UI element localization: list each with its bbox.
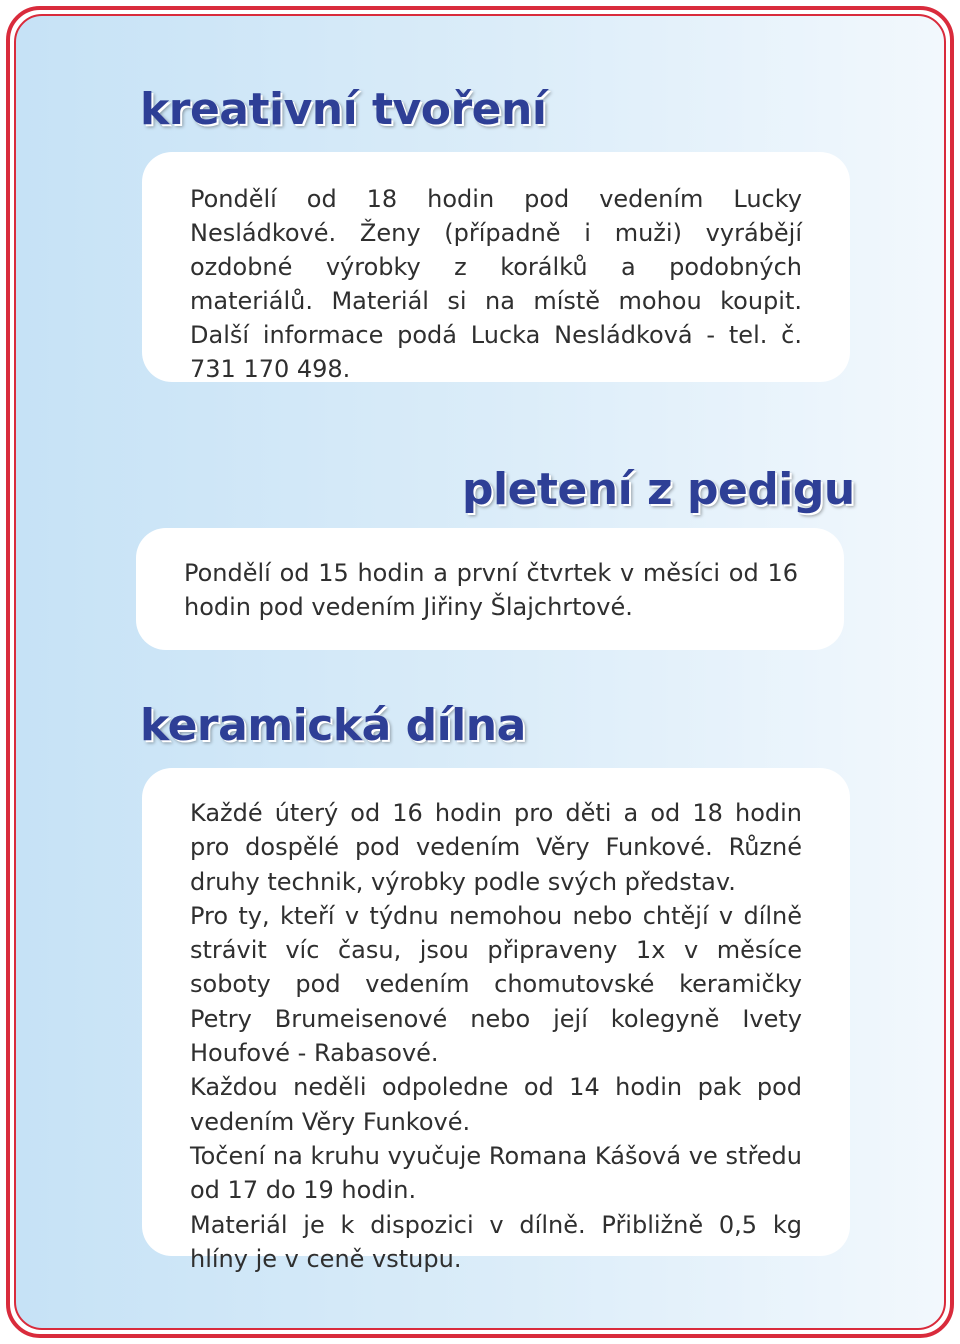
card-paragraph: Materiál je k dispozici v dílně. Přibližně 0,5 kg hlíny je v ceně vstupu. — [190, 1210, 802, 1273]
card-text: Pondělí od 15 hodin a první čtvrtek v měsíci od 16 hodin pod vedením Jiřiny Šlajchrtové. — [184, 559, 798, 621]
card-paragraph: Pro ty, kteří v týdnu nemohou nebo chtějí v dílně strávit víc času, jsou připraveny 1x v měsíce soboty pod vedením chomutovské keramičky Petry Brumeisenové nebo její kolegyně Ivety Houfové - Rabasové. — [190, 901, 802, 1068]
heading-kreativni-tvoreni: kreativní tvoření — [140, 84, 547, 135]
card-pleteni-z-pedigu — [136, 528, 844, 650]
card-keramicka-dilna — [142, 768, 850, 1273]
card-paragraph: Každou neděli odpoledne od 14 hodin pak pod vedením Věry Funkové. — [190, 1073, 802, 1136]
card-text: Pondělí od 18 hodin pod vedením Lucky Nesládkové. Ženy (případně i muži) vyrábějí ozdobné výrobky z korálků a podobných materiálů. Materiál si na místě mohou koupit. Další informace podá Lucka Nesládková - tel. č. 731 170 498. — [190, 185, 802, 383]
card-kreativni-tvoreni — [142, 152, 850, 382]
card-paragraph: Každé úterý od 16 hodin pro děti a od 18 hodin pro dospělé pod vedením Věry Funkové. Různé druhy technik, výrobky podle svých představ. — [190, 799, 802, 896]
card-paragraph: Točení na kruhu vyučuje Romana Kášová ve středu od 17 do 19 hodin. — [190, 1141, 802, 1205]
heading-keramicka-dilna: keramická dílna — [140, 700, 526, 751]
heading-pleteni-z-pedigu: pletení z pedigu — [462, 464, 855, 515]
